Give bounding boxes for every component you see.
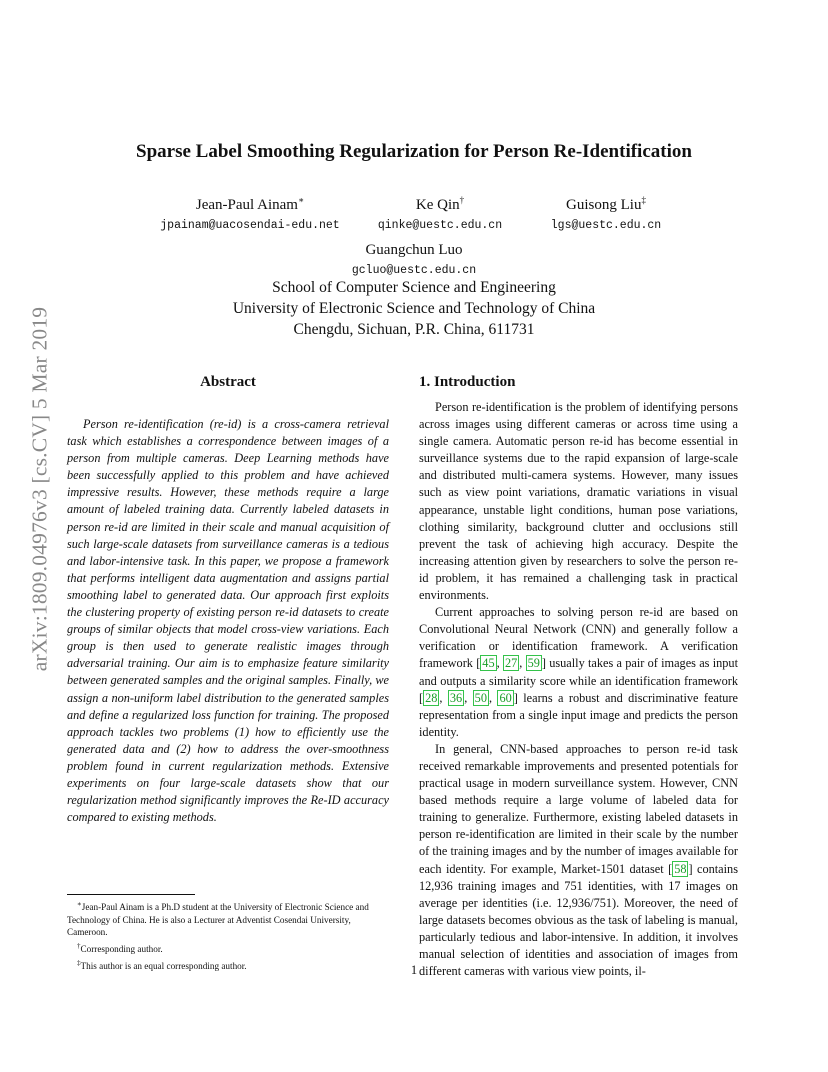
author-block-1 [150, 195, 350, 234]
citation-link[interactable]: 36 [449, 690, 463, 705]
abstract-body [67, 416, 389, 826]
author-email[interactable]: jpainam@uacosendai-edu.net [160, 219, 340, 232]
affiliation-university: University of Electronic Science and Technology of China [232, 300, 596, 317]
author-email[interactable]: lgs@uestc.edu.cn [550, 219, 662, 232]
author-name: Guangchun Luo [365, 242, 463, 258]
author-mark: ‡ [641, 195, 646, 205]
footnote: ∗Jean-Paul Ainam is a Ph.D student at the University of Electronic Science and Technology of China. He is also a Lecturer at Adventist Cosendai University, Cameroon. [67, 900, 369, 938]
footnote: ‡This author is an equal corresponding author. [77, 958, 247, 971]
page-number: 1 [410, 963, 418, 977]
citation-link[interactable]: 60 [499, 690, 512, 705]
author-block-4 [314, 240, 514, 279]
footnotes [67, 898, 389, 973]
affiliation-address: Chengdu, Sichuan, P.R. China, 611731 [293, 321, 535, 338]
affiliation [0, 277, 828, 340]
intro-body [419, 399, 738, 980]
author-name: Jean-Paul Ainam [195, 197, 298, 213]
footnote: †Corresponding author. [77, 941, 163, 954]
affiliation-school: School of Computer Science and Engineering [272, 279, 556, 296]
citation-link[interactable]: 58 [674, 861, 687, 876]
author-name: Guisong Liu [566, 197, 642, 213]
citation-link[interactable]: 59 [527, 656, 540, 671]
abstract-text: Person re-identification (re-id) is a cross-camera retrieval task which establishes a correspondence between images of a person from multiple cameras. Deep Learning methods have been successfully applied to this problem and have achieved impressive results. However, these methods require a large amount of labeled training data. Currently labeled datasets in person re-id are limited in their scale and manual acquisition of such large-scale datasets from surveillance cameras is a tedious and labor-intensive task. In this paper, we propose a framework that performs intelligent data augmentation and assigns partial smoothing label to generated data. Our approach first exploits the clustering property of existing person re-id datasets to create groups of similar objects that model cross-view variations. Each group is then used to generate realistic images through adversarial training. Our aim is to emphasize feature similarity between generated samples and the original samples. Finally, we assign a non-uniform label distribution to the generated samples and define a regularized loss function for training. The proposed approach tackles two problems (1) how to efficiently use the generated data and (2) how to address the over-smoothness problem found in current regularization methods. Extensive experiments on four large-scale datasets show that our regularization method significantly improves the Re-ID accuracy compared to existing methods. [67, 417, 389, 825]
intro-paragraph-3: In general, CNN-based approaches to person re-id task received remarkable improvements and presented potentials for practical usage in modern surveillance system. However, CNN based methods require a large volume of labeled data for training to generalize. Furthermore, existing labeled datasets in person re-identification are limited in their scale by the number of the training images and by the number of images available for each identity. For example, Market-1501 dataset [ 58 ] contains 12,936 training images and 751 identities, with 17 images on average per identities (i.e. 12,936/751). Moreover, the need of large datasets becomes obvious as the task of labeling is manual, particularly tedious and labor-intensive. In addition, it involves manual selection of identities and association of images from different cameras with various view points, il- [419, 741, 738, 979]
arxiv-identifier-text: arXiv:1809.04976v3 [cs.CV] 5 Mar 2019 [27, 306, 52, 672]
author-mark: ∗ [297, 195, 305, 205]
author-email[interactable]: gcluo@uestc.edu.cn [351, 264, 477, 277]
author-name: Ke Qin [415, 197, 460, 213]
intro-paragraph-2: Current approaches to solving person re-id are based on Convolutional Neural Network (CNN) and generally follow a verification or identification framework. A verification framework [ 45 , 27 , 59 ] usually takes a pair of images as input and outputs a similarity score while an identification framework [ 28 , 36 , 50 , 60 ] learns a robust and discriminative feature representation from a single input image and predicts the person identity. [419, 605, 739, 739]
paper-title: Sparse Label Smoothing Regularization for Person Re-Identification [136, 141, 692, 162]
citation-link[interactable]: 28 [425, 690, 438, 705]
footnote-rule [67, 894, 195, 895]
intro-paragraph-1: Person re-identification is the problem of identifying persons across images using different cameras or across time using a single camera. Automatic person re-id has become essential in surveillance systems due to the rapid expansion of large-scale and distributed multi-camera systems. However, many issues such as view point variations, dramatic variations in visual appearance, unstable light conditions, human pose variations, clothing similarity, background clutter and occlusions still prevent the task of achieving high accuracy. Despite the increasing attention given by researchers to solve the person re-id problem, it has remained a challenging task in practical environments. [419, 400, 738, 603]
author-email[interactable]: qinke@uestc.edu.cn [377, 219, 503, 232]
author-mark: † [459, 195, 465, 205]
author-block-3 [506, 195, 706, 234]
arxiv-identifier-stamp [20, 290, 60, 688]
citation-link[interactable]: 27 [504, 656, 518, 671]
citation-link[interactable]: 50 [474, 690, 487, 705]
intro-heading: 1. Introduction [419, 374, 516, 390]
abstract-heading: Abstract [200, 374, 256, 390]
citation-link[interactable]: 45 [482, 656, 495, 671]
